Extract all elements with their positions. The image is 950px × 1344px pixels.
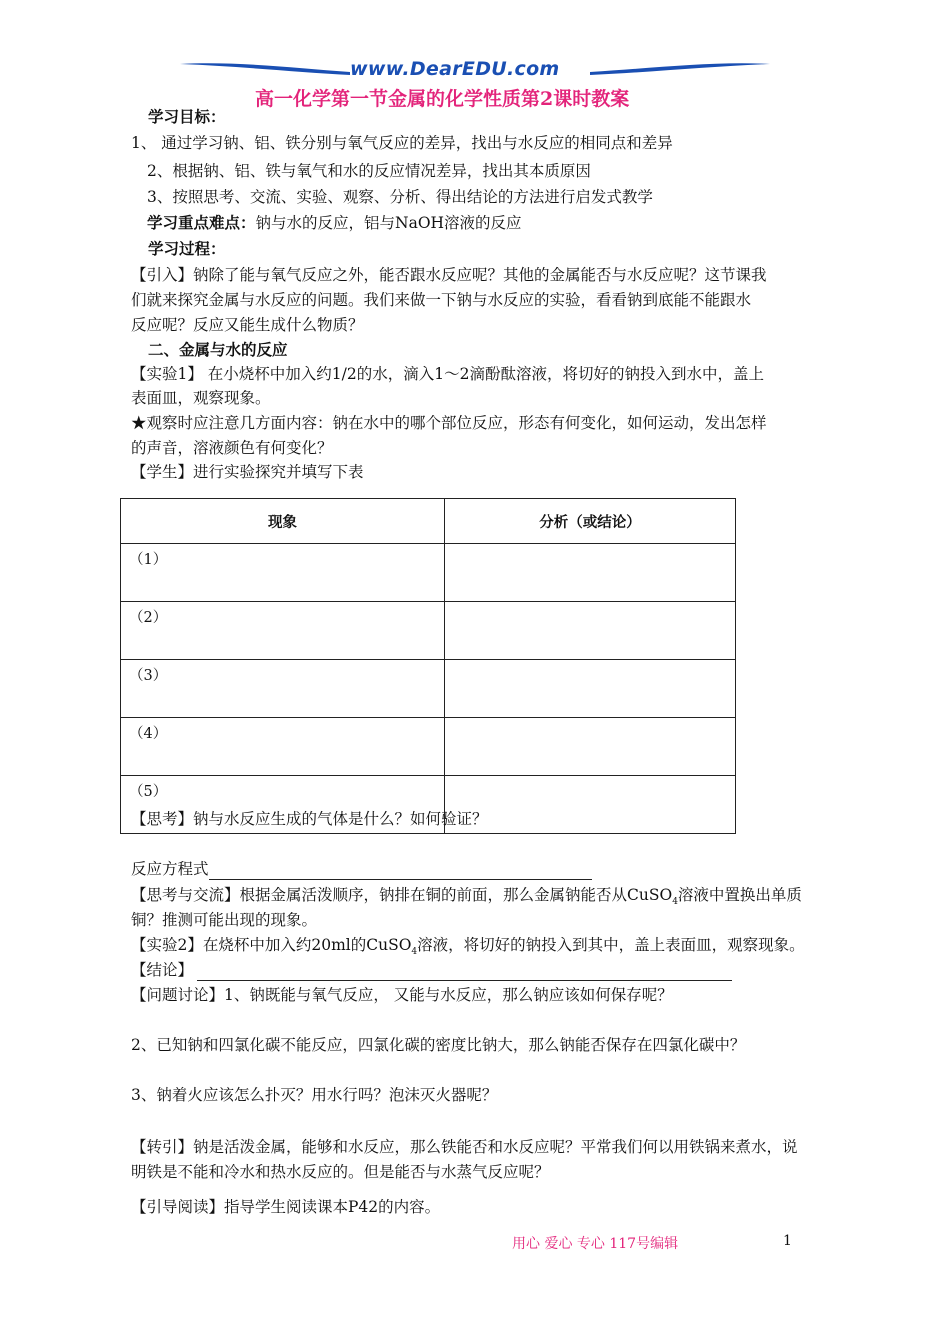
key-points [147,212,522,234]
table-cell[interactable] [445,544,736,602]
page-number: 1 [783,1233,792,1249]
intro-line: 反应呢？反应又能生成什么物质？ [131,316,364,334]
section-heading: 二、金属与水的反应 [148,340,288,359]
footer-text: 用心 爱心 专心 117号编辑 [512,1236,679,1252]
table-header: 分析（或结论） [445,499,736,544]
objectives-heading: 学习目标： [148,107,226,126]
table-header: 现象 [121,499,445,544]
table-row [121,660,736,718]
table-cell[interactable]: （2） [121,602,445,660]
key-points-label: 学习重点难点： [147,213,256,232]
table-cell[interactable]: （1） [121,544,445,602]
experiment2-text: 溶液，将切好的钠投入到其中，盖上表面皿，观察现象。 [417,936,805,954]
intro-line: 们就来探究金属与水反应的问题。我们来做一下钠与水反应的实验，看看钠到底能不能跟水 [131,291,752,309]
discussion-item: 3、钠着火应该怎么扑灭？用水行吗？泡沫灭火器呢？ [131,1086,498,1104]
think-exchange-line: 铜？推测可能出现的现象。 [131,911,318,929]
objective-item: 1、 通过学习钠、铝、铁分别与氧气反应的差异，找出与水反应的相同点和差异 [131,134,673,152]
observe-note-line: 的声音，溶液颜色有何变化？ [131,439,333,457]
formula-subscript: 4 [411,947,418,958]
objective-item: 2、根据钠、铝、铁与氧气和水的反应情况差异，找出其本质原因 [147,162,591,180]
table-cell[interactable] [445,602,736,660]
conclusion-blank[interactable] [197,965,732,981]
discussion-item: 2、已知钠和四氯化碳不能反应，四氯化碳的密度比钠大，那么钠能否保存在四氯化碳中？ [131,1036,746,1054]
formula: CuSO [627,886,673,904]
discussion-item: 【问题讨论】1、钠既能与氧气反应， 又能与水反应，那么钠应该如何保存呢？ [131,986,673,1004]
key-points-text: 钠与水的反应，铝与NaOH溶液的反应 [255,214,522,232]
experiment1-line: 【实验1】 在小烧杯中加入约1/2的水，滴入1～2滴酚酞溶液，将切好的钠投入到水中，盖上 [131,365,764,383]
formula-subscript: 4 [672,897,678,908]
table-cell[interactable] [445,776,736,834]
table-row [121,718,736,776]
experiment2-text: 【实验2】在烧杯中加入约20ml的 [131,936,367,954]
table-cell[interactable]: （4） [121,718,445,776]
formula: CuSO [366,936,412,954]
table-cell[interactable] [445,660,736,718]
transition-line: 【转引】钠是活泼金属，能够和水反应，那么铁能否和水反应呢？平常我们何以用铁锅来煮水，说 [131,1138,798,1156]
transition-line: 明铁是不能和冷水和热水反应的。但是能否与水蒸气反应呢？ [131,1163,550,1181]
process-heading: 学习过程： [148,239,226,258]
page-title: 高一化学第一节金属的化学性质第2课时教案 [255,88,630,110]
experiment1-line: 表面皿，观察现象。 [131,389,271,407]
observation-table [120,498,736,834]
site-url[interactable]: www.DearEDU.com [350,58,560,80]
table-cell[interactable]: （3） [121,660,445,718]
think-exchange-text: 溶液中置换出单质 [677,886,802,904]
objective-item: 3、按照思考、交流、实验、观察、分析、得出结论的方法进行启发式教学 [147,188,653,206]
observe-note-line: ★观察时应注意几方面内容：钠在水中的哪个部位反应，形态有何变化，如何运动，发出怎样 [131,414,767,432]
think-line: 【思考】钠与水反应生成的气体是什么？如何验证？ [131,810,488,828]
guide-reading: 【引导阅读】指导学生阅读课本P42的内容。 [131,1198,441,1216]
table-cell[interactable]: （5） [121,776,445,834]
intro-line: 【引入】钠除了能与氧气反应之外，能否跟水反应呢？其他的金属能否与水反应呢？这节课我 [131,266,767,284]
table-cell[interactable] [445,718,736,776]
conclusion-label: 【结论】 [131,961,194,979]
equation-line [131,858,592,880]
student-line: 【学生】进行实验探究并填写下表 [131,463,364,481]
table-row [121,544,736,602]
think-exchange-text: 【思考与交流】根据金属活泼顺序，钠排在铜的前面，那么金属钠能否从 [131,886,628,904]
equation-label: 反应方程式 [131,860,209,878]
conclusion-line [131,959,732,981]
table-row [121,602,736,660]
equation-blank[interactable] [209,864,592,880]
